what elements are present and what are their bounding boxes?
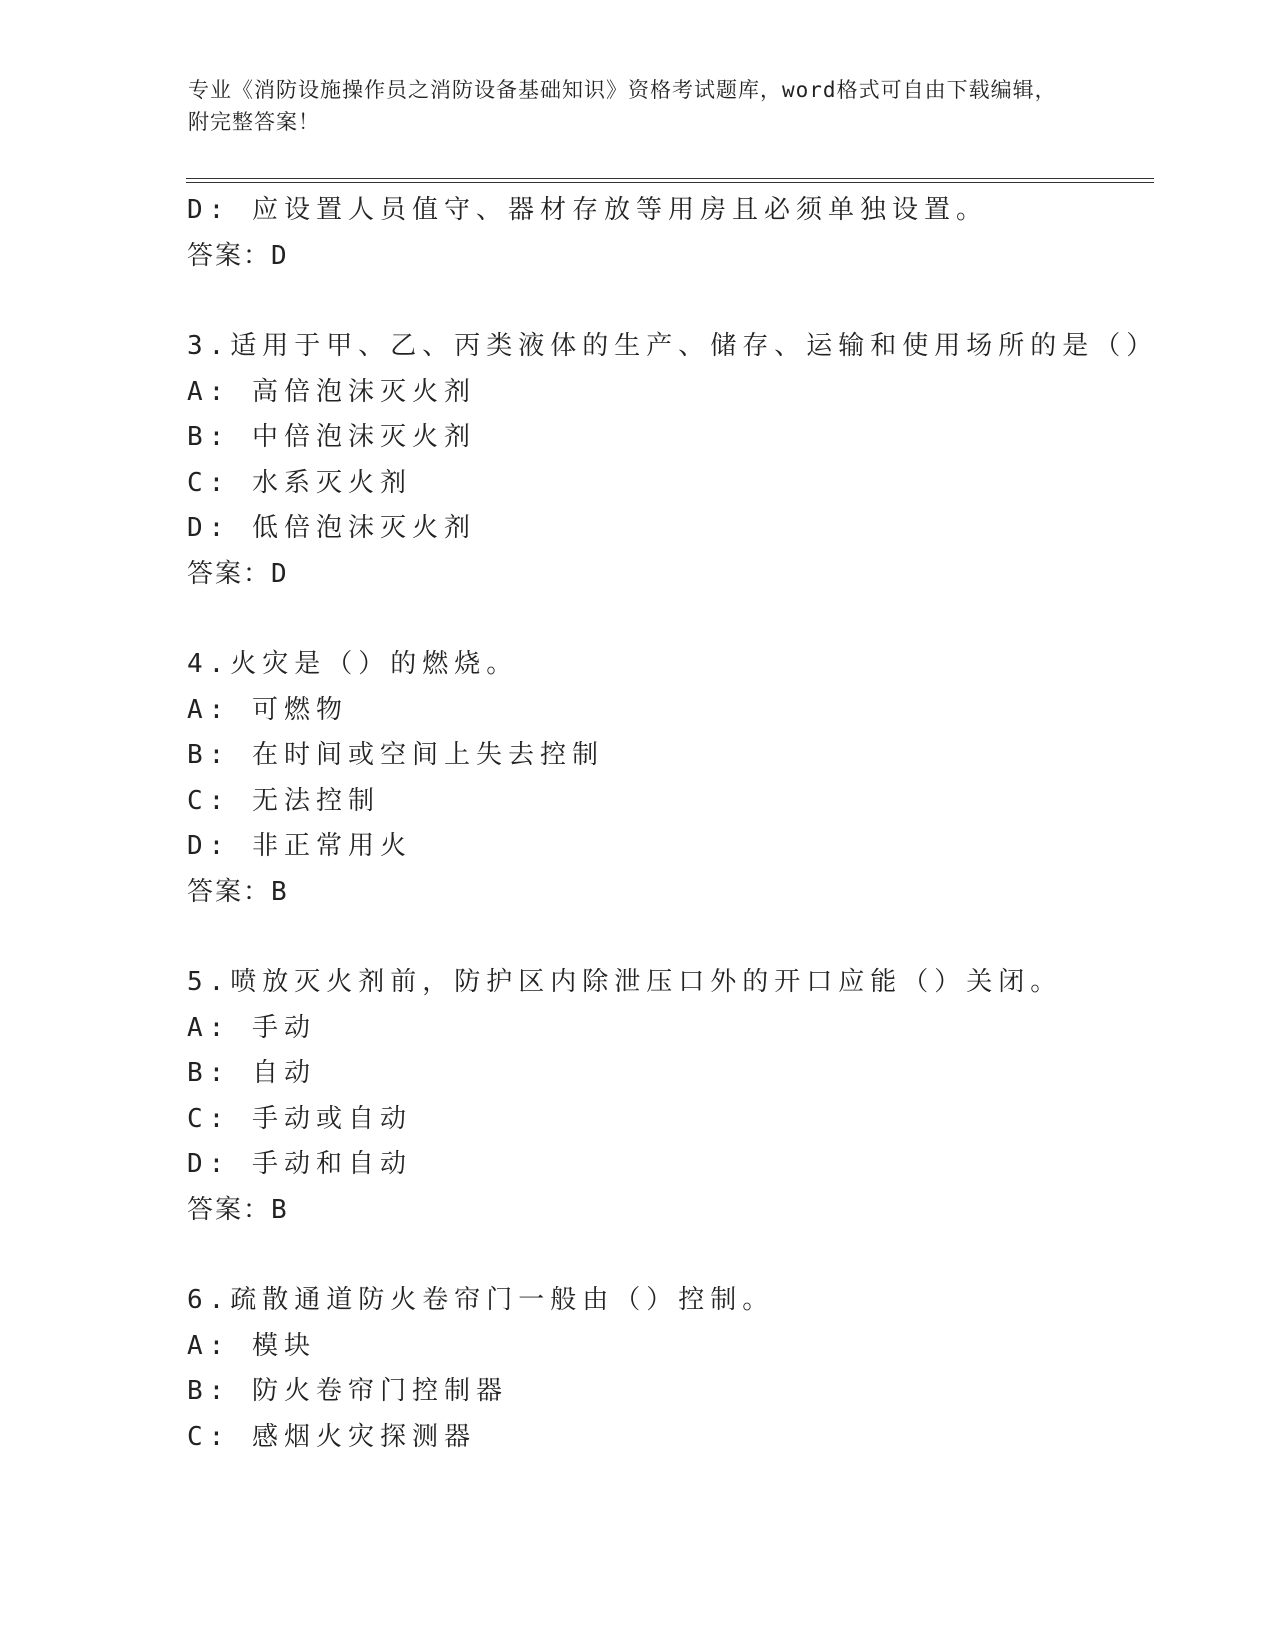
- fragment-answer: 答案：D: [187, 240, 289, 271]
- question-gap: [187, 915, 1147, 960]
- question-4-option-c: C: 无法控制: [187, 785, 380, 816]
- question-6-option-b: B: 防火卷帘门控制器: [187, 1376, 508, 1406]
- question-3-answer: 答案：D: [187, 558, 289, 589]
- question-gap: [187, 1233, 1147, 1278]
- question-3-option-a: A: 高倍泡沫灭火剂: [187, 376, 476, 407]
- document-header: 专业《消防设施操作员之消防设备基础知识》资格考试题库，word格式可自由下载编辑，附完整答案！: [188, 78, 1057, 134]
- question-5-option-a: A: 手动: [187, 1012, 316, 1043]
- question-4-stem: 4.火灾是（）的燃烧。: [187, 649, 519, 679]
- header-divider-bottom: [186, 182, 1154, 183]
- question-3-stem: 3.适用于甲、乙、丙类液体的生产、储存、运输和使用场所的是（）: [187, 331, 1159, 361]
- question-4-answer: 答案：B: [187, 876, 289, 907]
- question-6-option-a: A: 模块: [187, 1330, 316, 1361]
- question-5-answer: 答案：B: [187, 1194, 289, 1225]
- question-6-option-c: C: 感烟火灾探测器: [187, 1421, 476, 1452]
- question-4-option-d: D: 非正常用火: [187, 831, 412, 861]
- fragment-option-d: D: 应设置人员值守、器材存放等用房且必须单独设置。: [187, 195, 988, 225]
- question-4-option-a: A: 可燃物: [187, 694, 348, 725]
- question-3-option-c: C: 水系灭火剂: [187, 467, 412, 498]
- question-gap: [187, 597, 1147, 642]
- question-5-stem: 5.喷放灭火剂前，防护区内除泄压口外的开口应能（）关闭。: [187, 967, 1063, 997]
- question-3-option-b: B: 中倍泡沫灭火剂: [187, 422, 476, 452]
- question-list: [187, 188, 1159, 1460]
- header-divider-top: [186, 178, 1154, 179]
- question-5-option-d: D: 手动和自动: [187, 1149, 412, 1179]
- question-3-option-d: D: 低倍泡沫灭火剂: [187, 513, 476, 543]
- question-5-option-c: C: 手动或自动: [187, 1103, 412, 1134]
- question-4-option-b: B: 在时间或空间上失去控制: [187, 740, 604, 770]
- question-5-option-b: B: 自动: [187, 1058, 316, 1088]
- question-gap: [187, 279, 1147, 324]
- question-6-stem: 6.疏散通道防火卷帘门一般由（）控制。: [187, 1285, 775, 1315]
